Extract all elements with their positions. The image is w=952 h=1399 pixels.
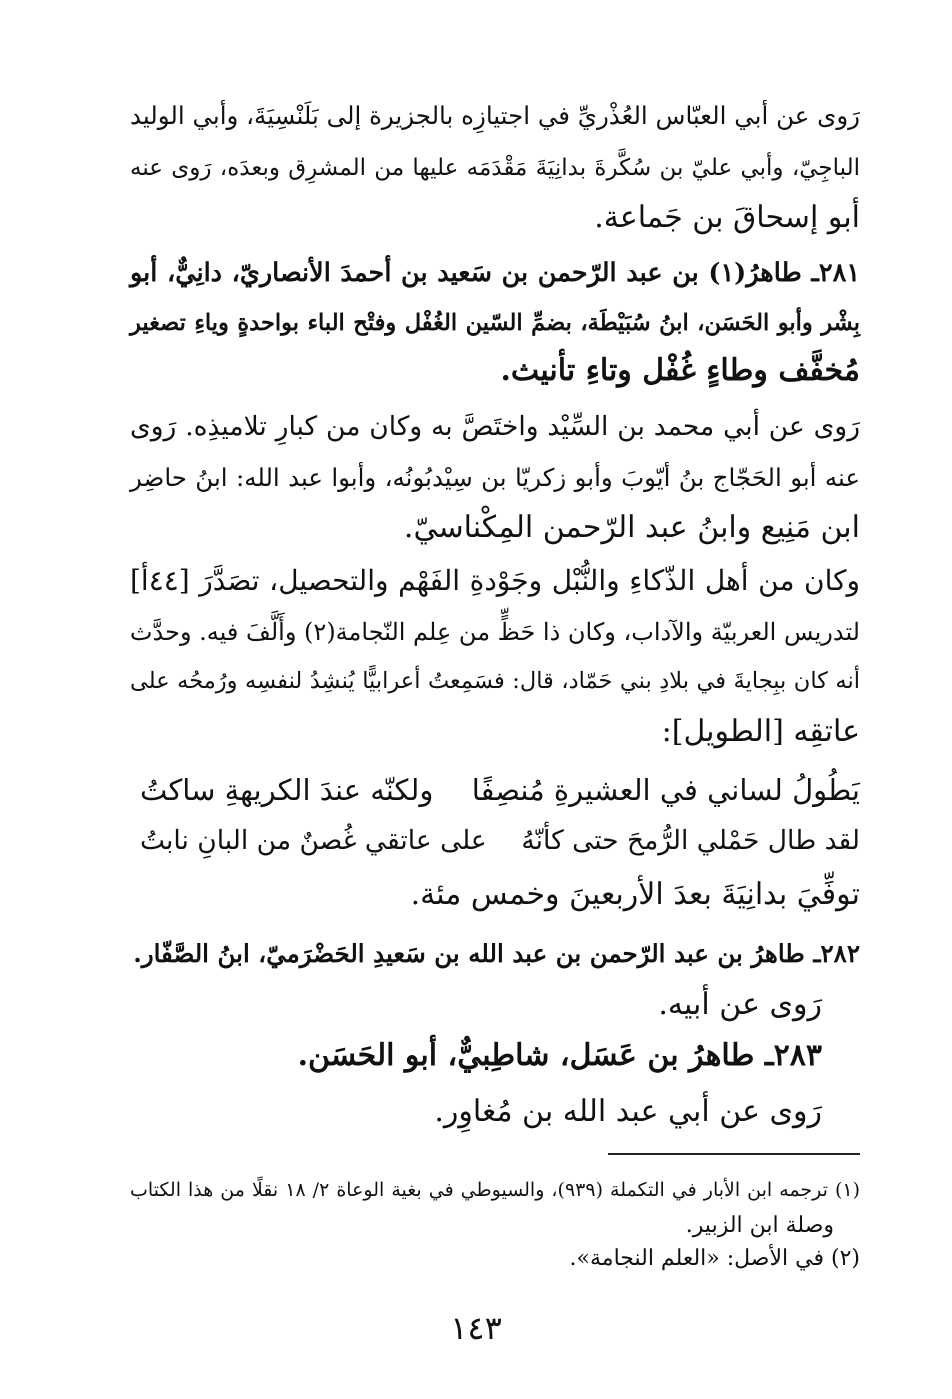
entry-heading-281-line: بِشْر وأبو الحَسَن، ابنُ سُبَيْطَة، بضمِّ السّين الغُفْل وفتْح الباء بواحدةٍ وياءِ تصغير [130, 310, 860, 336]
verse-hemistich-second: ولكنّه عندَ الكريهةِ ساكتُ [140, 773, 434, 807]
paragraph-line: عنه أبو الحَجّاج بنُ أيّوبَ وأبو زكريّا بن سِيْدبُونُه، وأبوا عبد الله: ابنُ حاضِر [130, 463, 860, 492]
verse-line [130, 821, 860, 861]
footnote-2: (٢) في الأصل: «العلم النجامة». [569, 1246, 860, 1271]
paragraph-line: وكان من أهل الذّكاءِ والنُّبْل وجَوْدةِ الفَهْم والتحصيل، تصَدَّرَ [٤٤أ] [130, 564, 860, 597]
paragraph-line: الباجِيّ، وأبي عليّ بن سُكَّرةَ بدانِيَةَ مَقْدَمَه عليها من المشرِق وبعدَه، رَوى عنه [130, 155, 860, 181]
paragraph-line: عاتقِه [الطويل]: [661, 714, 860, 749]
verse-hemistich-first: يَطُولُ لساني في العشيرةِ مُنصِفًا [471, 773, 860, 807]
verse-line [130, 770, 860, 810]
entry-heading-281: ٢٨١ـ طاهرُ(١) بن عبد الرّحمن بن سَعيد بن أحمدَ الأنصاريّ، دانِيٌّ، أبو [130, 258, 861, 288]
entry-heading-282: ٢٨٢ـ طاهرُ بن عبد الرّحمن بن عبد الله بن سَعيدِ الحَضْرَميّ، ابنُ الصَّفّار. [133, 939, 860, 968]
paragraph-line: ابن مَنِيع وابنُ عبد الرّحمن المِكْناسيّ. [403, 510, 860, 545]
paragraph-line: أنه كان ببِجايةَ في بلادِ بني حَمّاد، قال: فسَمِعتُ أعرابيًّا يُنشِدُ لنفسِه ورُمحُه على [130, 668, 860, 694]
footnote-separator [608, 1153, 860, 1155]
paragraph-line: توفِّيَ بدانِيَةَ بعدَ الأربعينَ وخمس مئة. [410, 877, 860, 912]
page-number: ١٤٣ [450, 1309, 502, 1347]
paragraph-line: رَوى عن أبي العبّاس العُذْريِّ في اجتيازِه بالجزيرة إلى بَلَنْسِيَةَ، وأبي الوليد [130, 101, 860, 130]
paragraph-line: لتدريس العربيّة والآداب، وكان ذا حَظٍّ من عِلم النّجامة(٢) وأَلَّفَ فيه. وحدَّث [129, 618, 860, 646]
entry-heading-281-line: مُخفَّف وطاءٍ غُفْل وتاءِ تأنيث. [500, 353, 860, 388]
entry-heading-283: ٢٨٣ـ طاهرُ بن عَسَل، شاطِبيٌّ، أبو الحَسَن. [297, 1038, 822, 1073]
footnote-1-continuation: وصلة ابن الزبير. [685, 1213, 834, 1238]
paragraph-line: أبو إسحاقَ بن جَماعة. [594, 200, 860, 235]
paragraph-line: رَوى عن أبي محمد بن السِّيْد واختَصَّ به وكان من كبارِ تلاميذِه. رَوى [130, 411, 860, 442]
paragraph-line: رَوى عن أبيه. [658, 987, 822, 1022]
paragraph-line: رَوى عن أبي عبد الله بن مُغاوِر. [434, 1094, 822, 1129]
verse-hemistich-first: لقد طال حَمْلي الرُّمحَ حتى كأنّهُ [521, 825, 860, 856]
verse-hemistich-second: على عاتقي غُصنٌ من البانِ نابتُ [140, 825, 487, 856]
footnote-1: (١) ترجمه ابن الأبار في التكملة (٩٣٩)، والسيوطي في بغية الوعاة ٢/ ١٨ نقلًا من هذا الكتاب [130, 1179, 860, 1201]
